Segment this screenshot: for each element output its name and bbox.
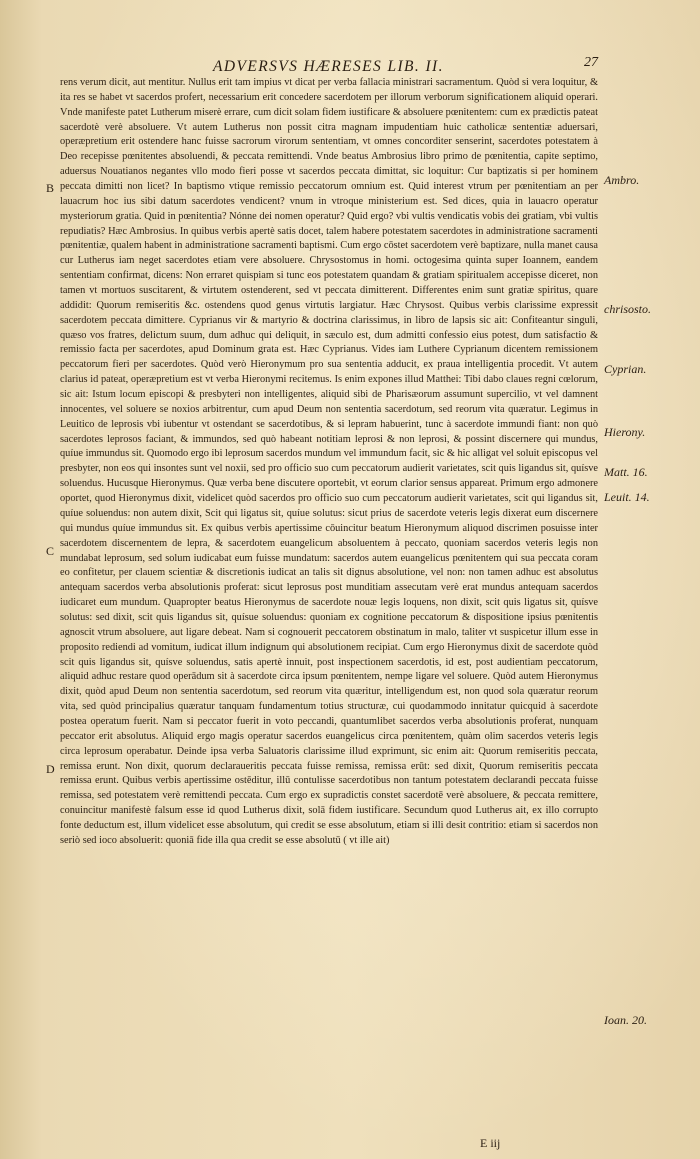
margin-note-ambrose: Ambro. <box>604 173 640 187</box>
main-text-block <box>60 76 598 849</box>
body-paragraph: rens verum dicit, aut mentitur. Nullus erit tam impius vt dicat per verba fallacia ministrari sacramentum. Quòd si vera loquitur, & ita res se habet vt sacerdos profert, necessarium erit concedere sacerdotem per illorum verborum significationem aliquid operari. Vnde manifeste patet Lutherum miserè errare, cum dicit solam fidem iustificare & absoluere pœnitentem: cum ex prædictis pateat sacerdotè verè absoluere. Vt autem Lutherus non possit citra magnam impudentiam huic catholicæ sententiæ aduersari, operæpretium erit ostendere hanc fuisse sacrorum virorum sententiam, vt omnes concorditer senserint, sacerdotes potestatem à Deo recepisse pœnitentes absoluendi, & peccata remittendi. Vnde beatus Ambrosius libro primo de pœnitentia, capite septimo, aduersus Nouatianos negantes vllo modo fieri posse vt sacerdos peccata dimittat, sic loquitur: Cur baptizatis si per hominem peccata dimitti non licet? In baptismo vtique remissio peccatorum omnium est. Quid interest vtrum per pœnitentiam an per lauacrum hoc ius sibi datum sacerdotes vendicent? vnum in vtroque ministerium est. Sed dices, quia in lauacro operatur mysteriorum gratia. Quid in pœnitentia? Nónne dei nomen operatur? Quid ergo? vbi vultis vendicatis vobis dei gratiam, vbi vultis repudiatis? Hæc Ambrosius. In quibus verbis apertè satis docet, talem habere potestatem sacerdotes in administratione sacramenti pœnitentiæ, qualem habent in administratione sacramenti baptismi. Cum ergo cōstet sacerdotem verè baptizare, nulla manet causa cur Lutherus iam neget sacerdotes etiam vere absoluere. Chrysostomus in homi. octogesima quinta super Ioannem, eandem sententiam confirmat, dicens: Non erraret quispiam si tunc eos potestatem quandam & gratiam spiritualem accepisse diceret, non tamen vt mortuos suscitarent, & virtutem ostenderent, sed vt peccata dimitterent. Differentes enim sunt gratiæ spiritus, quare addidit: Quorum remiseritis &c. ostendens quod genus virtutis largiatur. Hæc Chrysost. Quibus verbis clarissime expressit sacerdotem peccata dimittere. Cyprianus vir & martyrio & doctrina clarissimus, in libro de lapsis sic ait: Confiteantur singuli, quæso vos fratres, delictum suum, dum adhuc qui deliquit, in sæculo est, dum admitti confessio eius potest, dum satisfactio & remissio facta per sacerdotes, apud Dominum grata est. Hæc Cyprianus. Vides iam Luthere Cyprianum dicentem remissionem peccatorum fieri per sacerdotes. Quòd verò Hieronymum pro sua sententia adducit, ex praua intelligentia procedit. Vt autem clarius id pateat, operæpretium est vt verba Hieronymi recitemus. Is enim expones illud Matthei: Tibi dabo claues regni cœlorum, sic ait: Istum locum episcopi & presbyteri non intelligentes, aliquid sibi de Pharisæorum assumunt supercilio, vt vel damnent innocentes, vel soluere se noxios arbitrentur, cum apud Deum non sententia sacerdotum, sed reorum vita quæratur. Legimus in Leuitico de leprosis vbi iubentur vt ostendant se sacerdotibus, & si lepram habuerint, tunc à sacerdote immundi fiant: non quò sacerdotes leprosos faciant, & immundos, sed quò habeant notitiam leprosi & non leprosi, & possint discernere qui mundus, quíue immundus sit. Quomodo ergo ibi leprosum sacerdos mundum vel immundum facit, sic & hic alligat vel soluit episcopus vel presbyter, non eos qui insontes sunt vel noxii, sed pro officio suo cum peccatorum audierit varietates, scit quis ligandus sit, quísve soluendus. Hucusque Hieronymus. Quæ verba bene discutere oportebit, vt eorum clarior sensus appareat. Primum ergo admonere oportet, quod Hieronymus dixit, videlicet quòd sacerdos pro officio suo cum peccatorum audierit varietates, scit qui ligandus sit, quíue soluendus: non autem dixit, Scit qui ligatus sit, quíue solutus: sicut prius de sacerdote veteris legis dixerat eum discernere qui mundus quíue immundus sit. Ex quibus verbis apertissime cōuincitur beatum Hieronymum aliquod discrimen posuisse inter sacerdotem discernentem de lepra, & sacerdotem euangelicum absoluentem à peccato, quoniam sacerdos veteris legis non mundabat leprosum, sed solum iudicabat eum fuisse mundatum: sacerdos autem euangelicus pœnitentem qui sua peccata coram eo confitetur, per clauem scientiæ & discretionis iudicat an talis sit dignus absolutione, vel non: non tamen adhuc est absolutus antequam sacerdos verba absolutionis proferat: sicut leprosus post munditiam assecutam verè erat mundus antequam sacerdos iudicaret eum mundum. Quapropter beatus Hieronymus de sacerdote nouæ legis loquens, non dixit, scit quis ligatus sit, quísve solutus: sed dixit, scit quis ligandus sit, quísue soluendus: quoniam ex cognitione peccatorum & dispositione ipsius pœnitentis agnoscit vtrum absoluere, aut ligare debeat. Nam si cognouerit peccatorem obstinatum in malo, taliter vt suspicetur illum esse in proposito rediendi ad vomitum, iudicat illum indignum qui absolutionem recipiat. Cum ergo Hieronymus dixit de sacerdote quòd scit quis ligandus sit, quísve soluendus, satis apertè innuit, post inspectionem sacerdotis, id est, post audientiam peccatorum, aliquid adhuc restare quod operādum sit à sacerdote circa ipsum pœnitentem, nempe ligare vel soluere. Quòd autem Hieronymus dixit, quòd apud Deum non sententia sacerdotum, sed reorum vita quæritur, intelligendum est, non quod sola quæratur reorum vita, sed quòd principalius quæratur tanquam fundamentum totius structuræ, cui quodammodo innitatur quicquid à sacerdote postea operatum fuerit. Nam si peccator fuerit in voto peccandi, quantumlibet sacerdos verba absolutionis proferat, nunquam peccator erit absolutus. Aliquid ergo magis operatur sacerdos euangelicus circa pœnitentem, quàm olim sacerdos veteris legis circa leprosum operabatur. Deinde ipsa verba Saluatoris clarissime illud exprimunt, sic enim ait: Quorum remiseritis peccata, remissa erunt. Non dixit, quorum declaraueritis peccata fuisse remissa, remissa erūt: sed dixit, Quorum remiseritis peccata remissa erunt. Quibus verbis apertissime ostēditur, illū contulisse sacerdotibus non tantum potestatem declarandi peccata fuisse remissa, sed potestatem verè remittendi peccata. Cum ergo ex supradictis constet sacerdotē verè absoluere, & peccata remittere, conuincitur manifestè falsum esse id quod Lutherus dixit, solā fidem iustificare. Secundum quod Lutherus ait, ex illo corrupto fonte deductum est, illum videlicet esse absolutum, qui credit se esse absolutum, etiam si illi desit contritio: etiam si sacerdos non seriò sed ioco absoluerit: quoniā fide illa qua credit se esse absolutū ( vt ille ait) <box>60 77 598 846</box>
margin-note-matthew: Matt. 16. <box>604 465 648 479</box>
margin-note-john: Ioan. 20. <box>604 1013 647 1027</box>
margin-note-jerome: Hierony. <box>604 425 646 439</box>
margin-letter-d: D <box>46 762 55 776</box>
margin-letter-c: C <box>46 544 55 558</box>
margin-letter-b: B <box>46 181 55 195</box>
running-head: ADVERSVS HÆRESES LIB. II. <box>213 58 444 75</box>
margin-note-chrysostom: chrisosto. <box>604 302 652 316</box>
margin-note-leviticus: Leuit. 14. <box>604 490 650 504</box>
signature-mark: E iij <box>480 1136 501 1150</box>
folio-number: 27 <box>584 55 598 70</box>
margin-note-cyprian: Cyprian. <box>604 362 647 376</box>
